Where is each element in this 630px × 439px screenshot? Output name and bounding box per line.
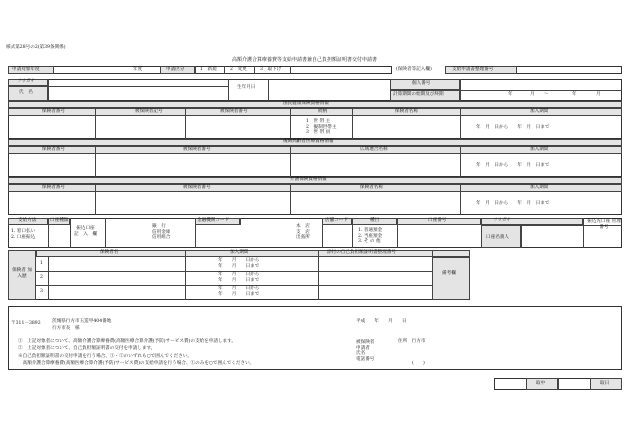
row3-period-from: 年 月 日から bbox=[218, 286, 260, 291]
kokuho-col-hokensha-bango: 保険者番号 bbox=[42, 109, 65, 114]
bank-type-ginko[interactable]: 銀 行 bbox=[152, 224, 166, 229]
row2-period-to: 年 月 日まで bbox=[218, 278, 260, 283]
kokuho-col-meisho: 保険者名称 bbox=[395, 109, 418, 114]
kaigo-header-text: 介護保険資格情報 bbox=[290, 177, 327, 182]
application-date: 平成 年 月 日 bbox=[356, 319, 407, 324]
shikyu-hoho-label: 支給方法 bbox=[18, 218, 37, 223]
form-number: 様式第28号の2(第39条関係) bbox=[6, 45, 66, 50]
history-row-1: 1 bbox=[40, 261, 43, 266]
branch-shucchojo[interactable]: 出張所 bbox=[296, 235, 310, 241]
seinengappi-label: 生年月日 bbox=[237, 85, 256, 90]
shimei-label: 氏 名 bbox=[19, 90, 33, 95]
kokuho-col-bango: 被保険者番号 bbox=[220, 109, 248, 114]
label-hihokensha: 被保険者 bbox=[356, 340, 375, 345]
label-shinseisha: 申請者 bbox=[356, 345, 370, 351]
koki-col-bango: 被保険者番号 bbox=[183, 147, 211, 152]
row1-period-from: 年 月 日から bbox=[218, 258, 260, 263]
koki-period: 年 月 日から 年 月 日まで bbox=[476, 163, 550, 168]
branch-shiten[interactable]: 支 店 bbox=[296, 229, 310, 235]
kaigo-col-bango: 被保険者番号 bbox=[183, 185, 211, 190]
history-row-3: 3 bbox=[40, 289, 43, 294]
shumoku-label: 種目 bbox=[370, 218, 380, 223]
label-kubun: 申請区分 bbox=[166, 67, 185, 72]
keisan-tsuki-2: 月 bbox=[596, 92, 601, 97]
row2-period-from: 年 月 日から bbox=[218, 272, 260, 277]
col-kanyu-kikan: 加入期間 bbox=[230, 250, 249, 255]
koki-col-meisho: 広域連合名称 bbox=[360, 147, 388, 152]
note-3: ※自己負担額証明書の交付申請を行う場合、①・②のいずれも○で囲んでください。 bbox=[18, 354, 192, 359]
kokuho-col-kikan: 加入期間 bbox=[530, 109, 549, 114]
furigana-label: フリガナ bbox=[17, 79, 36, 84]
shumoku-other[interactable]: 3. そ の 他 bbox=[358, 239, 381, 245]
history-row-2: 2 bbox=[40, 275, 43, 280]
bank-type-shinkumi[interactable]: 信用組合 bbox=[152, 235, 171, 241]
kaigo-period: 年 月 日から 年 月 日まで bbox=[476, 201, 550, 206]
col-shoumeisho-bango: 添付の自己負担額証明書整理番号 bbox=[327, 250, 396, 255]
bank-type-shinkin[interactable]: 信用金庫 bbox=[152, 229, 171, 235]
zokugara-1[interactable]: 1 世 帯 主 bbox=[306, 119, 331, 124]
stamp-b: 取中 bbox=[536, 381, 546, 386]
note-2: ② 上記対象者について、自己負担額証明書の交付を申請します。 bbox=[18, 346, 156, 351]
keisan-nen-2: 年 bbox=[572, 92, 577, 97]
kaigo-col-hokensha-bango: 保険者番号 bbox=[42, 185, 65, 190]
col-hokensha-mei: 保険者名 bbox=[100, 250, 119, 255]
kokuho-period: 年 月 日から 年 月 日まで bbox=[476, 125, 550, 130]
koki-col-kikan: 加入期間 bbox=[530, 147, 549, 152]
kubun-option-2[interactable]: 2 変更 bbox=[230, 67, 247, 72]
branch-honten[interactable]: 本 店 bbox=[296, 224, 310, 229]
keisan-kikan-label: 計算期間の始期及び終期 bbox=[393, 92, 444, 97]
keisan-tsuki-1: 月 bbox=[530, 92, 535, 97]
bank-furigana-label: フリガナ bbox=[493, 218, 512, 223]
shumoku-toza[interactable]: 2. 当座預金 bbox=[358, 233, 383, 239]
postal-code: 〒311－3892 bbox=[11, 321, 41, 326]
zokugara-3[interactable]: 3 世 帯 員 bbox=[306, 130, 331, 136]
nendo-label: 年度 bbox=[133, 67, 143, 72]
keisan-kara: 〜 bbox=[544, 92, 549, 97]
tenpo-code-label: 店舗コード bbox=[325, 218, 348, 223]
kouza-bango-label: 口座番号 bbox=[428, 218, 447, 223]
kokuho-col-zokugara: 続柄 bbox=[318, 109, 328, 114]
label-denwa: 電話番号 bbox=[356, 357, 375, 363]
label-shimei: 氏名 bbox=[356, 351, 366, 357]
kokuho-header-text: 国民健康保険資格情報 bbox=[283, 101, 329, 106]
row3-period-to: 年 月 日まで bbox=[218, 292, 260, 297]
label-year: 申請対象年度 bbox=[12, 67, 40, 72]
kokuho-col-kigo: 被保険者記号 bbox=[135, 109, 163, 114]
kaigo-col-meisho: 保険者名称 bbox=[360, 185, 383, 190]
other-insurance-label: 保険者 加入歴 bbox=[12, 268, 32, 279]
hoho-madoguchi[interactable]: 1. 窓口払い bbox=[11, 229, 36, 234]
shumoku-futsu[interactable]: 1. 普通預金 bbox=[358, 228, 383, 233]
addressee: 行方市長 様 bbox=[52, 326, 80, 331]
seiri-bango-cell: 振込先口座 管理番号 bbox=[587, 219, 621, 230]
kouza-shurui-hdr: 口座種類 bbox=[50, 218, 69, 223]
note-4: 高額介護合算療養費(高額医療合算介護(予防)サービス費)の支給申請を行う場合、①のみを○で囲んでください。 bbox=[18, 361, 255, 366]
kouza-meigi-label: 口座名義人 bbox=[486, 235, 509, 240]
note-1: ① 上記対象者について、高額介護合算療養費(高額医療合算介護(予防)サービス費)の支給を申請します。 bbox=[18, 339, 236, 344]
koki-header-text: 後期高齢者医療資格情報 bbox=[283, 139, 334, 144]
kojin-bango-label: 個人番号 bbox=[412, 81, 431, 86]
phone-paren: ( ) bbox=[412, 361, 425, 366]
kubun-option-3[interactable]: 3 取下げ bbox=[260, 67, 282, 72]
biko-label: 備考欄 bbox=[442, 271, 456, 276]
form-title: 高額介護合算療養費等支給申請書兼自己負担額証明書交付申請書 bbox=[232, 57, 378, 63]
kinyu-ran-label: 記 入 欄 bbox=[74, 231, 97, 237]
zokugara-2[interactable]: 2 擬制世帯主 bbox=[306, 124, 337, 130]
stamp-d: 取日 bbox=[600, 381, 610, 386]
koki-col-hokensha-bango: 保険者番号 bbox=[42, 147, 65, 152]
hokensha-kinyu-label: (保険者等記入欄) bbox=[396, 67, 432, 72]
row1-period-to: 年 月 日まで bbox=[218, 264, 260, 269]
kubun-option-1[interactable]: 1 新規 bbox=[200, 67, 217, 72]
furikomi-kouza-label: 振込口座 bbox=[76, 226, 95, 231]
jusho-namegata: 住所 行方市 bbox=[398, 339, 426, 344]
keisan-nen-1: 年 bbox=[508, 92, 513, 97]
office-address: 茨城県行方市玉造甲404番地 bbox=[52, 319, 112, 324]
kikan-code-label: 金融機関コード bbox=[197, 218, 230, 223]
hoho-furikomi[interactable]: 2. 口座振込 bbox=[11, 234, 36, 240]
seiri-bango-label: 支給申請書整理番号 bbox=[452, 67, 494, 72]
kaigo-col-kikan: 加入期間 bbox=[530, 185, 549, 190]
